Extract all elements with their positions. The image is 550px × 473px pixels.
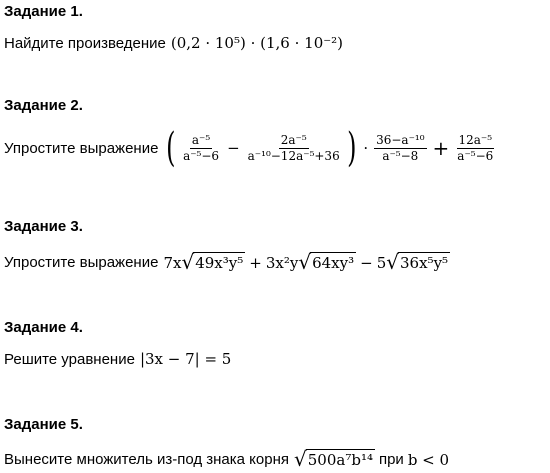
task-1-line	[4, 34, 343, 52]
plus-sign: +	[249, 253, 262, 272]
task-4-title: Задание 4.	[4, 319, 83, 336]
condition-word: при	[378, 451, 404, 468]
task-4-equation: |3x − 7| = 5	[139, 350, 232, 368]
fraction-3	[374, 133, 426, 164]
root-2	[298, 252, 356, 273]
fraction-2-numerator: 2a⁻⁵	[280, 132, 307, 147]
fraction-3-numerator: 36−a⁻¹⁰	[376, 132, 425, 147]
term-1-coefficient: 7x	[163, 253, 182, 272]
task-4-prompt: Решите уравнение	[4, 350, 135, 368]
right-paren: )	[346, 125, 357, 171]
minus-sign: −	[360, 253, 373, 272]
fraction-1-numerator: a⁻⁵	[191, 132, 211, 147]
radical-sign: √	[181, 250, 195, 274]
task-5-title: Задание 5.	[4, 416, 83, 433]
task-3-expression	[163, 252, 450, 273]
task-3-prompt: Упростите выражение	[4, 254, 159, 271]
root-2-radicand: 64xy³	[312, 254, 355, 272]
radical-sign: √	[386, 250, 400, 274]
task-1-title: Задание 1.	[4, 3, 83, 20]
task-1-prompt: Найдите произведение	[4, 34, 166, 52]
task-1-expression: (0,2 · 10⁵) · (1,6 · 10⁻²)	[170, 34, 344, 52]
plus-sign: +	[432, 136, 450, 160]
minus-sign: −	[227, 139, 240, 157]
root-1-radicand: 49x³y⁵	[195, 254, 244, 272]
dot-sign: ·	[363, 139, 369, 157]
root-radicand: 500a⁷b¹⁴	[307, 451, 373, 469]
task-2-expression	[163, 125, 497, 171]
root-1	[181, 252, 245, 273]
fraction-3-denominator: a⁻⁵−8	[382, 148, 419, 163]
condition-expression: b < 0	[407, 450, 450, 469]
root	[294, 449, 375, 470]
term-2-coefficient: 3x²y	[265, 253, 299, 272]
fraction-4-denominator: a⁻⁵−6	[457, 148, 494, 163]
radical-sign: √	[294, 447, 307, 471]
task-2-line	[4, 125, 497, 171]
task-3-title: Задание 3.	[4, 218, 83, 235]
task-2-prompt: Упростите выражение	[4, 139, 159, 157]
task-5-expression	[294, 449, 375, 470]
task-4-line	[4, 350, 231, 368]
task-5-line	[4, 449, 449, 470]
fraction-1	[181, 133, 221, 164]
left-paren: (	[166, 125, 176, 171]
fraction-4-numerator: 12a⁻⁵	[458, 132, 493, 147]
fraction-1-denominator: a⁻⁵−6	[183, 148, 220, 163]
radical-sign: √	[298, 250, 312, 274]
task-5-prompt: Вынесите множитель из-под знака корня	[4, 451, 289, 468]
term-3-coefficient: 5	[376, 253, 387, 272]
fraction-4	[455, 133, 495, 164]
fraction-2	[246, 133, 342, 164]
root-3-radicand: 36x⁵y⁵	[400, 254, 449, 272]
fraction-2-denominator: a⁻¹⁰−12a⁻⁵+36	[247, 148, 340, 163]
root-3	[386, 252, 450, 273]
task-2-title: Задание 2.	[4, 97, 83, 114]
task-3-line	[4, 252, 450, 273]
